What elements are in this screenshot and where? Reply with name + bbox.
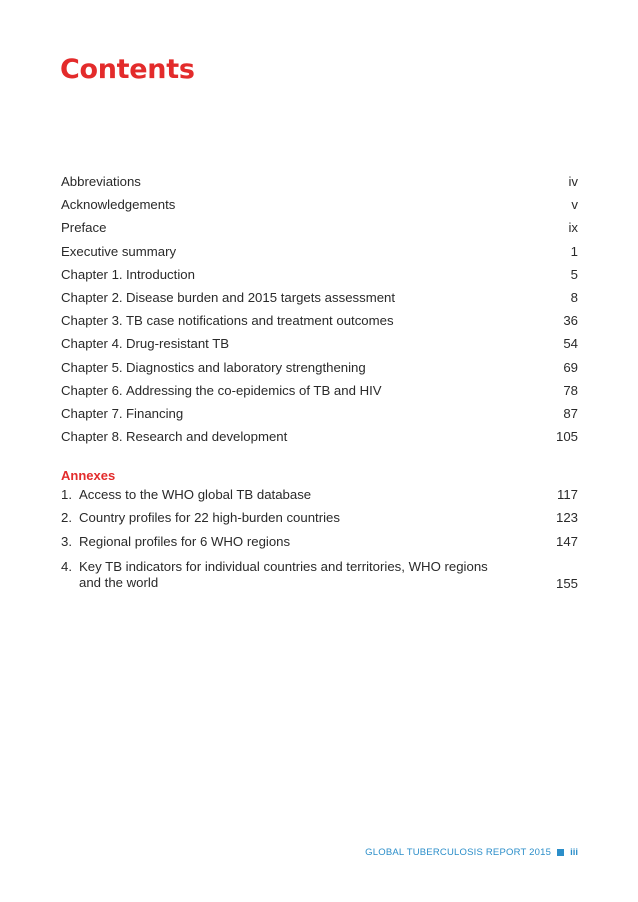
annex-number: 1. bbox=[61, 487, 72, 503]
toc-row-executive-summary[interactable] bbox=[61, 244, 578, 267]
toc-label: Acknowledgements bbox=[61, 197, 176, 213]
square-bullet-icon bbox=[557, 849, 564, 856]
toc-chapter-number: Chapter 3. bbox=[61, 313, 123, 329]
toc-row-chapter-3[interactable] bbox=[61, 313, 578, 336]
toc-page: 78 bbox=[563, 382, 578, 398]
toc-chapter-number: Chapter 6. bbox=[61, 382, 123, 398]
toc-page: 8 bbox=[570, 289, 578, 305]
annex-label: Regional profiles for 6 WHO regions bbox=[79, 533, 291, 549]
toc-row-abbreviations[interactable] bbox=[61, 174, 578, 197]
annex-page: 117 bbox=[556, 487, 578, 503]
toc-page: ix bbox=[568, 220, 578, 236]
toc-row-chapter-6[interactable] bbox=[61, 383, 578, 406]
toc-row-chapter-7[interactable] bbox=[61, 406, 578, 429]
toc-row-chapter-8[interactable] bbox=[61, 429, 578, 452]
annex-page: 155 bbox=[555, 575, 578, 591]
toc-row-preface[interactable] bbox=[61, 220, 578, 243]
toc-label: Financing bbox=[126, 405, 184, 421]
page-number: iii bbox=[570, 847, 578, 858]
toc-chapter-number: Chapter 8. bbox=[61, 429, 123, 445]
toc-chapter-number: Chapter 1. bbox=[61, 266, 123, 282]
toc-page: iv bbox=[568, 174, 578, 189]
toc-label: Introduction bbox=[126, 266, 195, 282]
annex-label: Country profiles for 22 high-burden countries bbox=[79, 510, 340, 526]
toc-page: 1 bbox=[570, 243, 578, 259]
toc-row-acknowledgements[interactable] bbox=[61, 197, 578, 220]
toc-row-chapter-4[interactable] bbox=[61, 336, 578, 359]
table-of-contents bbox=[61, 174, 578, 591]
annex-page: 147 bbox=[555, 533, 578, 549]
page-title: Contents bbox=[60, 54, 195, 85]
toc-label: Abbreviations bbox=[61, 174, 141, 189]
toc-row-chapter-5[interactable] bbox=[61, 360, 578, 383]
toc-page: 54 bbox=[563, 336, 578, 352]
toc-page: 36 bbox=[563, 313, 578, 329]
toc-chapter-number: Chapter 4. bbox=[61, 336, 123, 352]
annex-number: 4. bbox=[61, 558, 72, 574]
annex-row-2[interactable] bbox=[61, 510, 578, 533]
annex-row-3[interactable] bbox=[61, 534, 578, 557]
annexes-heading: Annexes bbox=[61, 468, 116, 484]
toc-chapter-number: Chapter 2. bbox=[61, 289, 123, 305]
toc-row-chapter-2[interactable] bbox=[61, 290, 578, 313]
toc-label: TB case notifications and treatment outcomes bbox=[126, 313, 394, 329]
toc-label: Drug-resistant TB bbox=[126, 336, 230, 352]
toc-label: Preface bbox=[61, 220, 107, 236]
annex-row-1[interactable] bbox=[61, 487, 578, 510]
toc-label: Research and development bbox=[126, 429, 288, 445]
toc-chapter-number: Chapter 5. bbox=[61, 359, 123, 375]
report-title: GLOBAL TUBERCULOSIS REPORT 2015 bbox=[365, 847, 552, 858]
toc-label: Diagnostics and laboratory strengthening bbox=[126, 359, 366, 375]
annex-number: 3. bbox=[61, 533, 72, 549]
toc-label: Executive summary bbox=[61, 243, 177, 259]
annex-label: Key TB indicators for individual countries and territories, WHO regions and the world bbox=[79, 558, 488, 590]
toc-chapter-number: Chapter 7. bbox=[61, 405, 123, 421]
toc-page: 69 bbox=[563, 359, 578, 375]
toc-page: 87 bbox=[563, 405, 578, 421]
annex-number: 2. bbox=[61, 510, 72, 526]
annex-page: 123 bbox=[555, 510, 578, 526]
toc-label: Disease burden and 2015 targets assessment bbox=[126, 289, 396, 305]
toc-page: 105 bbox=[555, 429, 578, 445]
toc-row-chapter-1[interactable] bbox=[61, 267, 578, 290]
toc-label: Addressing the co-epidemics of TB and HIV bbox=[126, 382, 382, 398]
toc-page: v bbox=[571, 197, 578, 213]
annex-label: Access to the WHO global TB database bbox=[79, 487, 312, 503]
page-footer bbox=[365, 847, 578, 858]
annex-row-4[interactable] bbox=[61, 559, 578, 591]
toc-page: 5 bbox=[570, 266, 578, 282]
